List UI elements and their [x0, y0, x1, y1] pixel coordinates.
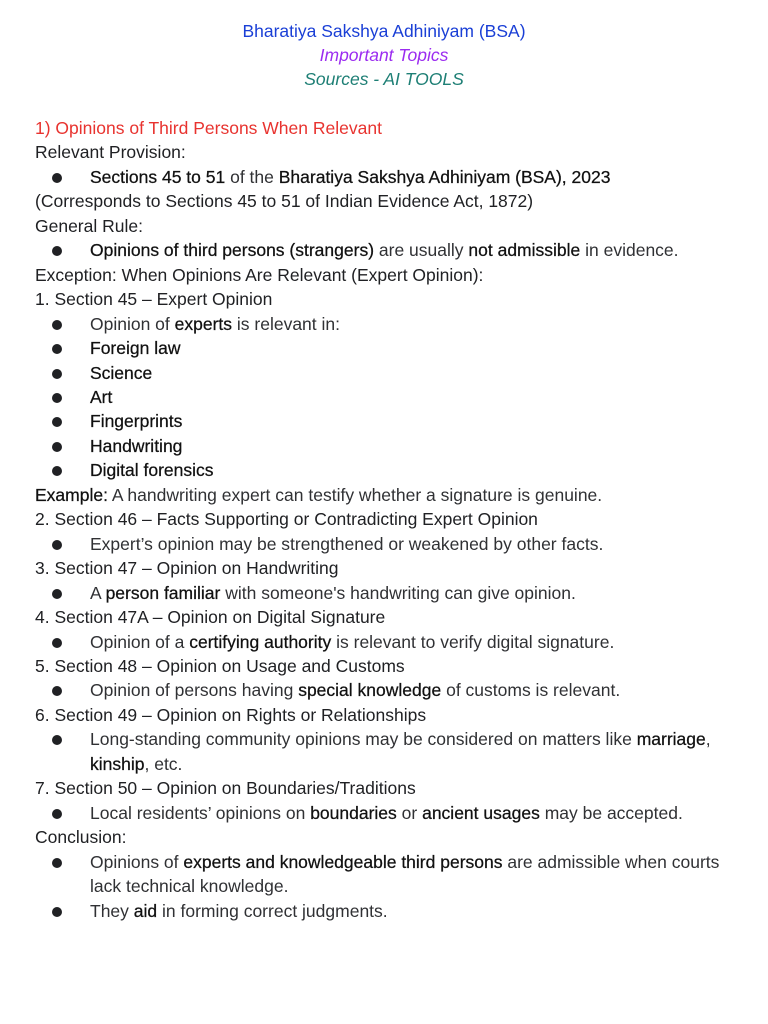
s47a-text-2: is relevant to verify digital signature. — [331, 631, 615, 652]
s48-strong: special knowledge — [298, 680, 442, 701]
provision-sections: Sections 45 to 51 — [90, 166, 226, 187]
document-body — [35, 116, 745, 923]
s47-text-1: A — [90, 582, 106, 603]
s47a-strong: certifying authority — [189, 631, 332, 652]
s45-item-handwriting: Handwriting — [90, 435, 183, 456]
s47a-text-1: Opinion of a — [90, 631, 190, 652]
conclusion-1-text-2: are admissible when courts lack technical knowledge. — [90, 851, 720, 897]
general-rule-strong-2: not admissible — [468, 240, 581, 261]
list-item — [35, 434, 745, 458]
s45-item-digital-forensics: Digital forensics — [90, 460, 214, 481]
list-item — [35, 458, 745, 482]
example-line — [35, 483, 745, 507]
exception-label: Exception: When Opinions Are Relevant (Expert Opinion): — [35, 264, 484, 285]
s49-text-2: , — [705, 729, 711, 750]
s47-text-2: with someone's handwriting can give opinion. — [220, 582, 576, 603]
provision-bullet — [35, 165, 745, 189]
list-item — [35, 385, 745, 409]
section-47a-heading: 4. Section 47A – Opinion on Digital Signature — [35, 607, 386, 628]
s49-text-1: Long-standing community opinions may be considered on matters like — [90, 729, 637, 750]
example-text: A handwriting expert can testify whether a signature is genuine. — [107, 484, 603, 505]
s49-strong-1: marriage — [636, 729, 706, 750]
document-title: Bharatiya Sakshya Adhiniyam (BSA) — [242, 21, 526, 41]
s50-text-2: or — [396, 802, 423, 823]
s46-bullet-text: Expert’s opinion may be strengthened or weakened by other facts. — [90, 533, 604, 554]
s45-intro-strong: experts — [174, 313, 233, 334]
section-50-bullet — [35, 801, 745, 825]
conclusion-bullet-2 — [35, 899, 745, 923]
section-49-bullet — [35, 727, 745, 776]
list-item — [35, 336, 745, 360]
general-rule-text-2: in evidence. — [580, 240, 679, 261]
document-header — [0, 19, 768, 92]
s49-strong-2: kinship — [90, 753, 145, 774]
section-46-bullet — [35, 532, 745, 556]
provision-text: of the — [225, 166, 279, 187]
section-48-bullet — [35, 678, 745, 702]
provision-act: Bharatiya Sakshya Adhiniyam (BSA), 2023 — [278, 166, 611, 187]
section-47-bullet — [35, 581, 745, 605]
s50-strong-1: boundaries — [310, 802, 397, 823]
section-46-heading: 2. Section 46 – Facts Supporting or Contradicting Expert Opinion — [35, 509, 538, 530]
section-48-heading: 5. Section 48 – Opinion on Usage and Customs — [35, 655, 405, 676]
section-heading: 1) Opinions of Third Persons When Relevant — [35, 118, 382, 138]
s47-strong: person familiar — [105, 582, 221, 603]
document-subtitle: Important Topics — [319, 45, 449, 66]
s50-strong-2: ancient usages — [422, 802, 540, 823]
s45-item-fingerprints: Fingerprints — [90, 411, 183, 432]
section-47-heading: 3. Section 47 – Opinion on Handwriting — [35, 558, 339, 579]
general-rule-text-1: are usually — [374, 240, 469, 261]
list-item — [35, 409, 745, 433]
list-item — [35, 361, 745, 385]
example-label: Example: — [35, 484, 108, 505]
relevant-provision-label: Relevant Provision: — [35, 142, 186, 163]
section-45-heading: 1. Section 45 – Expert Opinion — [35, 289, 273, 310]
section-49-heading: 6. Section 49 – Opinion on Rights or Relationships — [35, 704, 427, 725]
s45-item-science: Science — [90, 362, 153, 383]
s50-text-1: Local residents’ opinions on — [90, 802, 311, 823]
document-sources: Sources - AI TOOLS — [304, 69, 464, 90]
conclusion-label: Conclusion: — [35, 827, 127, 848]
general-rule-bullet — [35, 238, 745, 262]
s45-intro-text-2: is relevant in: — [232, 313, 340, 334]
conclusion-1-strong: experts and knowledgeable third persons — [183, 851, 503, 872]
corresponds-note: (Corresponds to Sections 45 to 51 of Indian Evidence Act, 1872) — [35, 191, 534, 212]
section-47a-bullet — [35, 630, 745, 654]
conclusion-bullet-1 — [35, 850, 745, 899]
s45-intro-text-1: Opinion of — [90, 313, 175, 334]
conclusion-1-text-1: Opinions of — [90, 851, 184, 872]
s49-text-3: , etc. — [144, 753, 183, 774]
general-rule-label: General Rule: — [35, 215, 143, 236]
s50-text-3: may be accepted. — [539, 802, 683, 823]
s48-text-2: of customs is relevant. — [441, 680, 621, 701]
conclusion-2-text-2: in forming correct judgments. — [157, 900, 388, 921]
s48-text-1: Opinion of persons having — [90, 680, 299, 701]
conclusion-2-text-1: They — [90, 900, 134, 921]
s45-item-foreign-law: Foreign law — [90, 338, 181, 359]
general-rule-strong-1: Opinions of third persons (strangers) — [90, 240, 375, 261]
section-45-intro — [35, 312, 745, 336]
s45-item-art: Art — [90, 386, 113, 407]
conclusion-2-strong: aid — [133, 900, 158, 921]
section-50-heading: 7. Section 50 – Opinion on Boundaries/Traditions — [35, 778, 416, 799]
